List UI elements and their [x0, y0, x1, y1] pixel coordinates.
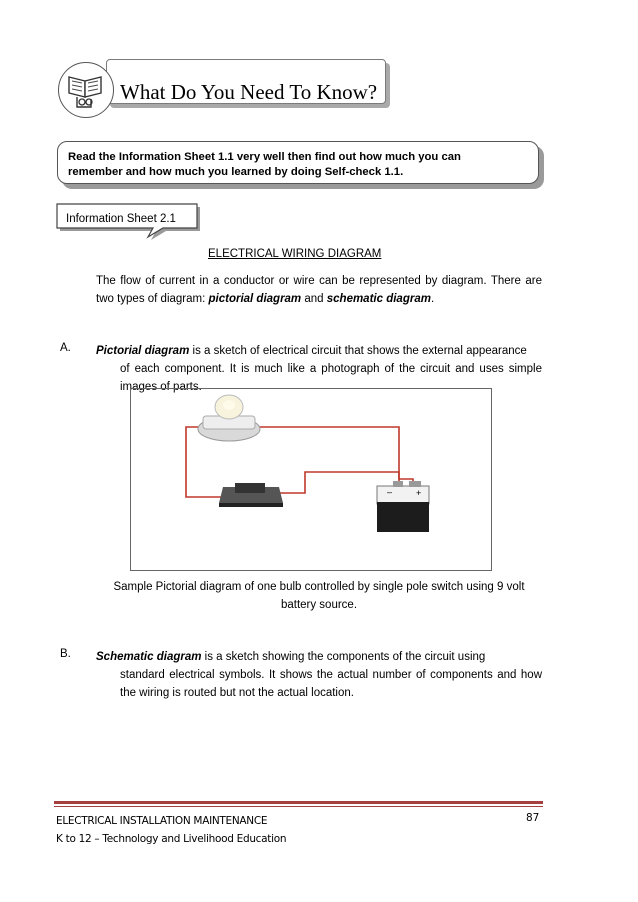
banner-title: What Do You Need To Know? — [120, 80, 378, 104]
footer-course: ELECTRICAL INSTALLATION MAINTENANCE — [56, 815, 268, 827]
light-bulb-icon — [198, 395, 260, 441]
switch-icon — [219, 483, 283, 507]
intro-paragraph — [96, 272, 542, 308]
battery-minus-label: – — [387, 487, 393, 497]
section-a-marker: A. — [60, 342, 71, 354]
reading-book-icon — [58, 62, 114, 118]
section-a-term: Pictorial diagram — [96, 345, 190, 357]
wire-bulb-to-battery — [259, 427, 413, 486]
footer-rule-thin — [54, 806, 543, 807]
intro-end: . — [430, 293, 435, 305]
instruction-text — [68, 150, 528, 180]
info-sheet-label: Information Sheet 2.1 — [66, 213, 176, 225]
caption-line-1: Sample Pictorial diagram of one bulb controlled by single pole switch using 9 volt — [113, 581, 525, 593]
intro-and: and — [301, 293, 327, 305]
battery-icon — [377, 481, 429, 532]
section-b-text: is a sketch showing the components of the circuit using — [201, 651, 486, 663]
caption-line-2: battery source. — [280, 599, 358, 611]
section-b-marker: B. — [60, 648, 71, 660]
intro-text: The flow of current in a conductor or wire can be represented by diagram. There are two types of diagram: — [96, 275, 542, 305]
instruction-line-2: remember and how much you learned by doing Self-check 1.1. — [68, 166, 404, 178]
section-b-continuation: standard electrical symbols. It shows the actual number of components and how the wiring is routed but not the actual location. — [120, 669, 542, 699]
intro-term-schematic: schematic diagram — [326, 293, 431, 305]
footer-text — [56, 812, 286, 848]
intro-term-pictorial: pictorial diagram — [208, 293, 302, 305]
battery-plus-label: + — [416, 488, 422, 498]
section-b-paragraph — [96, 648, 542, 702]
section-a-continuation: of each component. It is much like a photograph of the circuit and uses simple images of parts. — [120, 363, 542, 393]
section-a-text: is a sketch of electrical circuit that shows the external appearance — [189, 345, 527, 357]
page-heading: ELECTRICAL WIRING DIAGRAM — [208, 248, 382, 260]
footer-rule-thick — [54, 801, 543, 804]
section-b-term: Schematic diagram — [96, 651, 202, 663]
figure-caption — [96, 578, 542, 614]
instruction-line-1: Read the Information Sheet 1.1 very well then find out how much you can — [68, 151, 461, 163]
footer-program: K to 12 – Technology and Livelihood Education — [56, 833, 287, 845]
pictorial-diagram — [130, 388, 492, 571]
page-number: 87 — [526, 812, 540, 824]
